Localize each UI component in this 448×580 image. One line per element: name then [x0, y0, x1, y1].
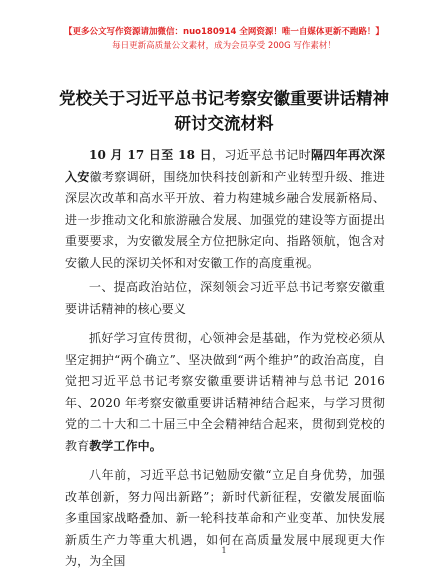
- section-heading-1: 一、提高政治站位，深刻领会习近平总书记考察安徽重要讲话精神的核心要义: [65, 280, 385, 316]
- paragraph-study: [65, 328, 385, 457]
- paragraph-history: 八年前，习近平总书记勉励安徽“立足自身优势，加强改革创新，努力闯出新路”；新时代新征程，安徽发展面临多重国家战略叠加、新一轮科技革命和产业变革、加快发展新质生产力等重大机遇，如何在高质量发展中展现更大作为，为全国: [65, 468, 385, 568]
- promo-banner-line2: 每日更新高质量公文素材，成为会员享受 200G 写作素材！: [112, 41, 336, 51]
- promo-banner: [0, 26, 448, 52]
- paragraph-intro-mid: ，习近平总书记时: [211, 148, 311, 162]
- paragraph-study-bold: 教学工作中。: [89, 438, 162, 453]
- document-title-line2: 研讨交流材料: [174, 114, 274, 133]
- document-body: [65, 145, 385, 573]
- paragraph-intro: [65, 145, 385, 274]
- paragraph-study-text: 抓好学习宣传贯彻，心领神会是基础，作为党校必须从坚定拥护“两个确立”、坚决做到“两个维护”的政治高度，自觉把习近平总书记考察安徽重要讲话精神与总书记 2016 年、2020 年考察安徽重要讲话精神结合起来，与学习贯彻党的二十大和二十届三中全会精神结合起来，贯彻到党校的教育: [65, 331, 385, 453]
- paragraph-intro-rest: 徽考察调研，围绕加快科技创新和产业转型升级、推进深层次改革和高水平开放、着力构建城乡融合发展新格局、进一步推动文化和旅游融合发展、加强党的建设等方面提出重要要求，为安徽发展全方位把脉定向、指路领航，饱含对安徽人民的深切关怀和对安徽工作的高度重视。: [65, 169, 386, 270]
- promo-banner-line1: 【更多公文写作资源请加微信：nuo180914 全网资源！唯一自媒体更新不跑路！】: [64, 27, 384, 37]
- page-number: 1: [221, 546, 227, 555]
- paragraph-intro-bold: 隔四年再次深入安: [65, 148, 385, 184]
- document-title: [40, 86, 408, 136]
- paragraph-intro-date: 10 月 17 日至 18 日: [89, 148, 212, 162]
- document-title-line1: 党校关于习近平总书记考察安徽重要讲话精神: [59, 89, 389, 108]
